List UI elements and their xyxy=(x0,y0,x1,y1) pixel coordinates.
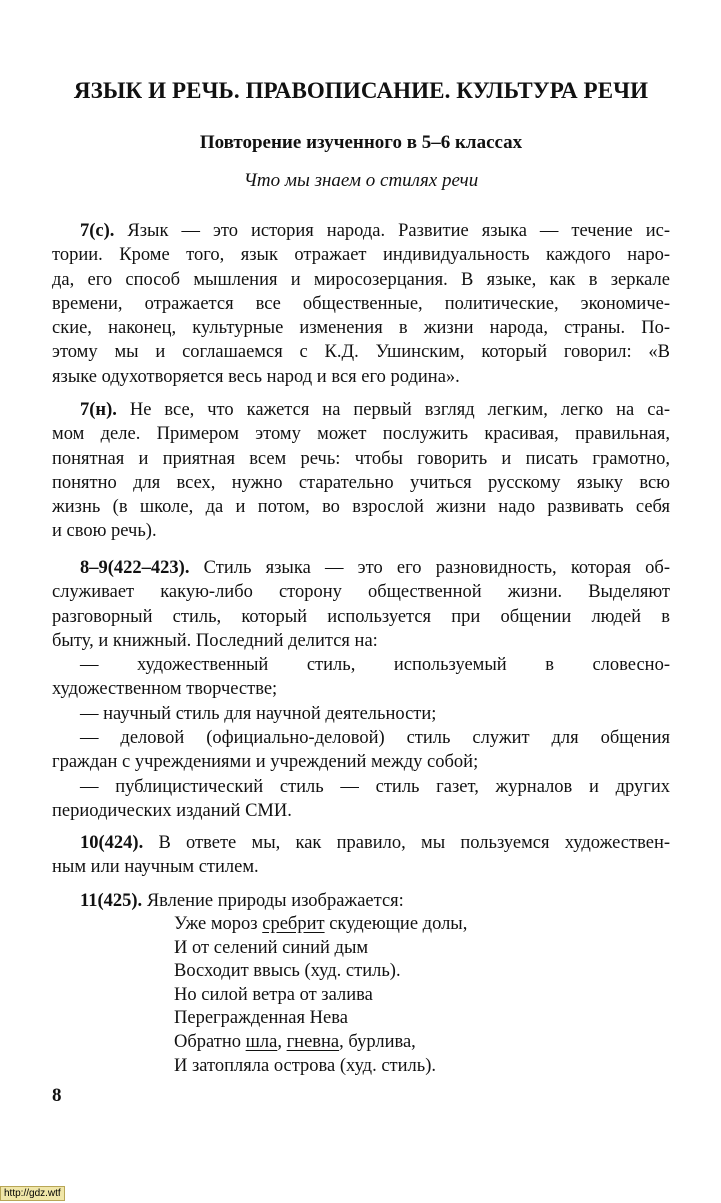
list-item: — деловой (официально-деловой) стиль служит для общения xyxy=(80,728,670,749)
section-title: Что мы знаем о стилях речи xyxy=(243,170,479,191)
poem-quote xyxy=(174,913,467,1078)
poem-line: Уже мороз сребрит скудеющие долы, xyxy=(174,914,468,934)
paragraph-label: 8–9(422–423). xyxy=(80,558,190,578)
paragraph-7n: 7(н). Не все, что кажется на первый взгляд легким, легко на са- мом деле. Примером этому может послужить красивая, правильная, понятная и приятная всем речь: чтобы говорить и писать грамотно, понятно для всех, нужно старательно учиться русскому языку всю жизнь (в школе, да и потом, во взрослой жизни надо развивать себя и свою речь). xyxy=(52,400,671,542)
list-item: — научный стиль для научной деятельности; xyxy=(80,703,437,724)
paragraph-label: 7(с). xyxy=(80,221,115,241)
paragraph-11: 11(425). Явление природы изображается: xyxy=(80,891,404,911)
paragraph-7c: 7(с). Язык — это история народа. Развитие языка — течение ис- тории. Кроме того, язык отражает индивидуальность каждого наро- да, его способ мышления и миросозерцания. В языке, как в зеркале времени, отражается все общественные, политические, экономиче- ские, наконец, культурные изменения в жизни народа, страны. По- этому мы и соглашаемся с К.Д. Ушинским, который говорил: «В языке одухотворяется весь народ и вся его родина». xyxy=(52,221,670,387)
paragraph-8-9: 8–9(422–423). Стиль языка — это его разновидность, которая об- служивает какую-либо сторону общественной жизни. Выделяют разговорный стиль, который используется при общении людей в быту, и книжный. Последний делится на: — художественный стиль, используемый в словесно- художественном творчестве; — научный стиль для научной деятельности; — деловой (официально-деловой) стиль служит для общения граждан с учреждениями и учреждений между собой; — публицистический стиль — стиль газет, журналов и других периодических изданий СМИ. xyxy=(52,558,670,821)
paragraph-label: 7(н). xyxy=(80,400,117,420)
watermark-link[interactable]: http://gdz.wtf xyxy=(0,1186,65,1201)
paragraph-10: 10(424). В ответе мы, как правило, мы пользуемся художествен- ным или научным стилем. xyxy=(52,833,670,878)
paragraph-label: 10(424). xyxy=(80,833,144,853)
poem-line: Перегражденная Нева xyxy=(174,1008,348,1029)
poem-line: Но силой ветра от залива xyxy=(174,984,373,1005)
poem-line: Обратно шла, гневна, бурлива, xyxy=(174,1031,416,1052)
list-item: — публицистический стиль — стиль газет, журналов и других xyxy=(80,776,670,797)
paragraph-label: 11(425). xyxy=(80,891,143,911)
section-heading: Повторение изученного в 5–6 классах xyxy=(199,132,523,153)
poem-line: И от селений синий дым xyxy=(174,937,369,958)
poem-line: И затопляла острова (худ. стиль). xyxy=(174,1055,436,1076)
poem-line: Восходит ввысь (худ. стиль). xyxy=(174,961,401,982)
page-number: 8 xyxy=(52,1085,62,1106)
chapter-heading: ЯЗЫК И РЕЧЬ. ПРАВОПИСАНИЕ. КУЛЬТУРА РЕЧИ xyxy=(73,78,649,103)
list-item: — художественный стиль, используемый в словесно- xyxy=(80,655,670,676)
